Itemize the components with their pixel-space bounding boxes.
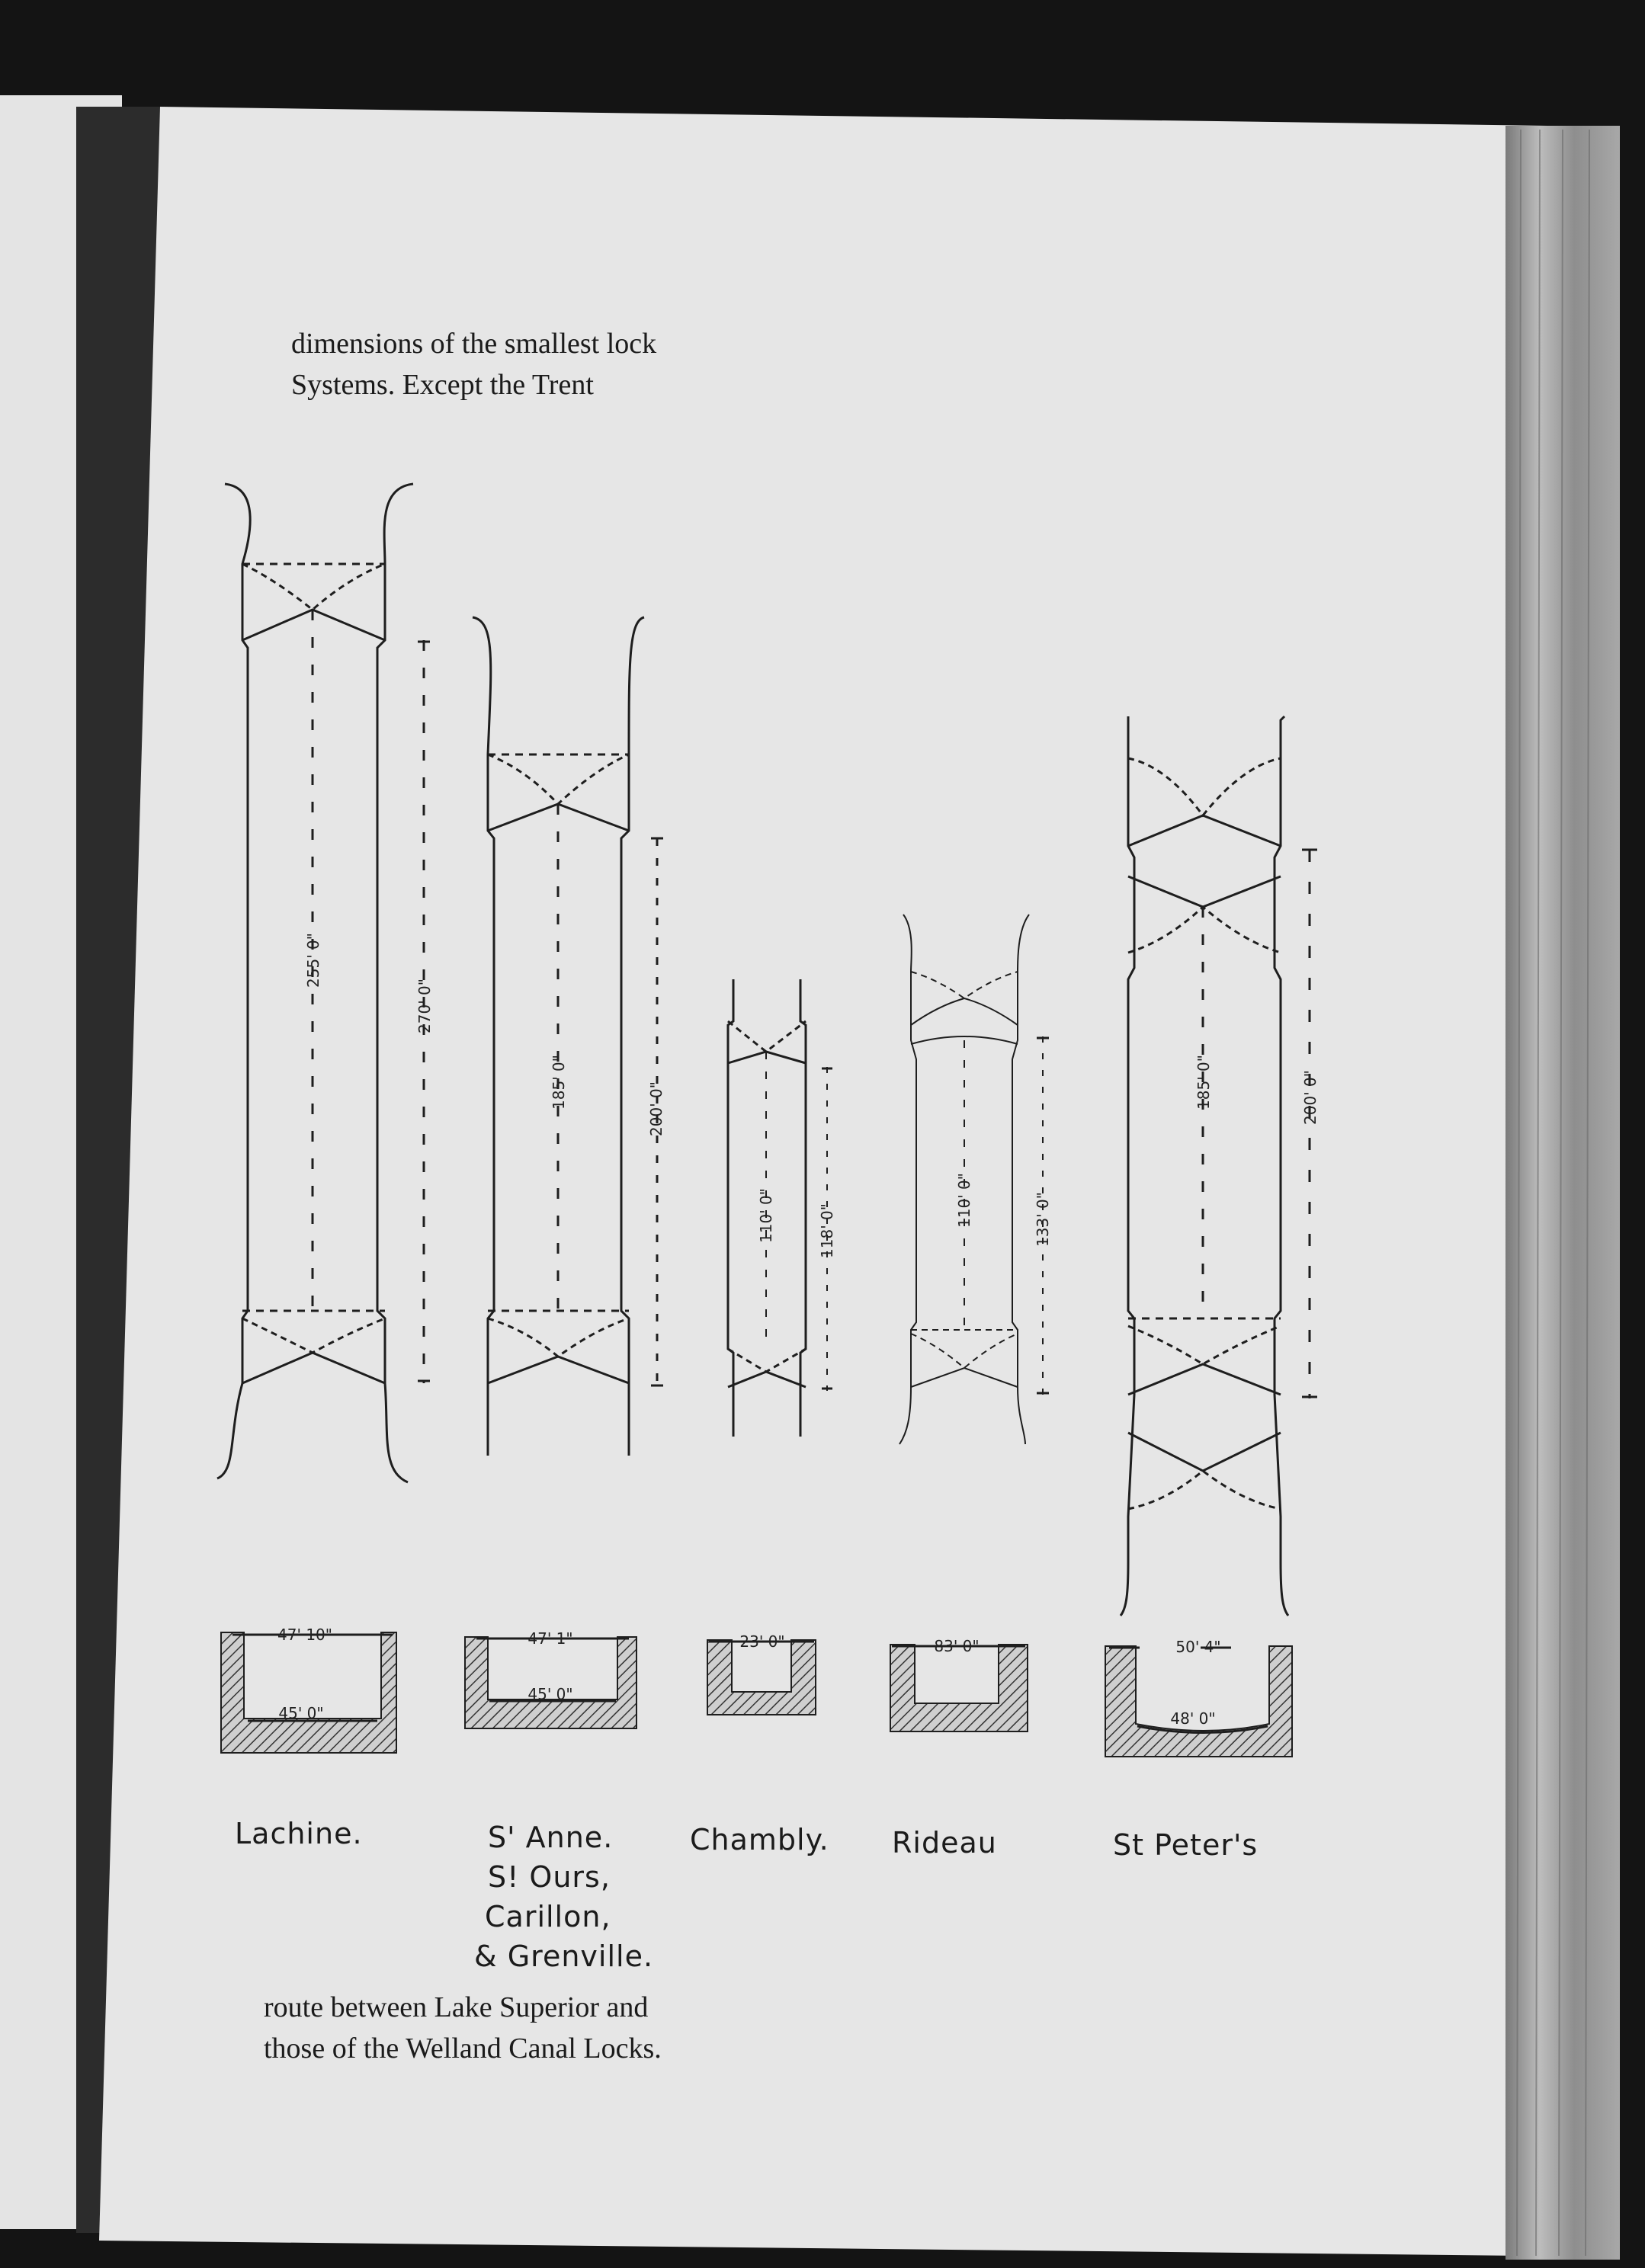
lachine-bottom-width: 45' 0" xyxy=(278,1704,324,1722)
st-anne-outer-length: 200' 0" xyxy=(647,1081,665,1136)
caption-bottom-line-1: route between Lake Superior and xyxy=(264,1991,649,2023)
lachine-inner-length: 255' 0" xyxy=(304,933,322,988)
lock-name-st-anne-line-1: S' Anne. xyxy=(488,1821,614,1854)
lock-name-rideau: Rideau xyxy=(892,1826,997,1860)
rideau-outer-length: 133' 0" xyxy=(1034,1192,1052,1247)
caption-bottom-line-2: those of the Welland Canal Locks. xyxy=(264,2033,662,2065)
rideau-top-width: 83' 0" xyxy=(934,1637,980,1655)
caption-top-line-2: Systems. Except the Trent xyxy=(291,369,594,401)
lock-name-st-peters: St Peter's xyxy=(1113,1828,1259,1862)
lock-name-chambly: Chambly. xyxy=(690,1823,829,1856)
st-anne-top-width: 47' 1" xyxy=(527,1629,573,1648)
caption-top-line-1: dimensions of the smallest lock xyxy=(291,328,657,360)
chambly-top-width: 23' 0" xyxy=(739,1632,785,1651)
lachine-top-width: 47' 10" xyxy=(277,1626,332,1644)
main-page xyxy=(99,107,1547,2256)
lachine-outer-length: 270' 0" xyxy=(415,979,434,1033)
lock-name-st-anne-line-4: & Grenville. xyxy=(474,1940,654,1973)
st-anne-bottom-width: 45' 0" xyxy=(527,1685,573,1703)
st-peters-top-width: 50' 4" xyxy=(1175,1638,1221,1656)
chambly-outer-length: 118' 0" xyxy=(818,1203,836,1258)
lock-name-lachine: Lachine. xyxy=(235,1817,363,1850)
lock-name-st-anne-line-2: S! Ours, xyxy=(488,1860,611,1894)
rideau-inner-length: 110' 0" xyxy=(955,1173,973,1228)
lock-name-st-anne-line-3: Carillon, xyxy=(485,1900,611,1933)
chambly-inner-length: 110' 0" xyxy=(757,1188,775,1243)
st-anne-inner-length: 185' 0" xyxy=(550,1055,568,1110)
st-peters-outer-length: 200' 0" xyxy=(1301,1070,1320,1125)
st-peters-bottom-width: 48' 0" xyxy=(1170,1709,1216,1728)
st-peters-inner-length: 185' 0" xyxy=(1194,1055,1213,1110)
